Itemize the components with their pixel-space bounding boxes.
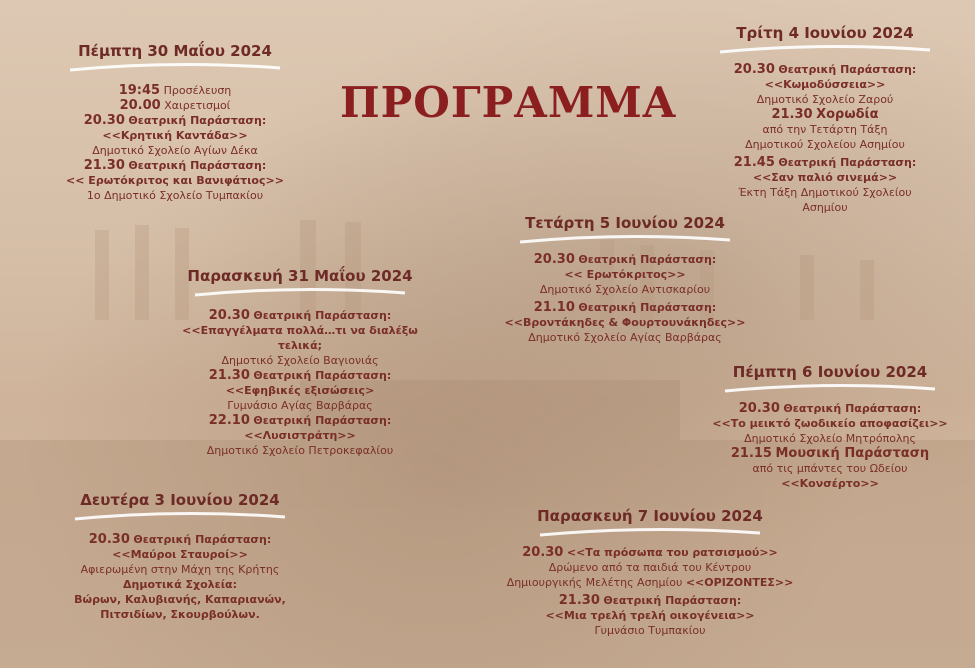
schedule-row: 20.30 Θεατρική Παράσταση: [533,252,717,267]
day-heading: Πέμπτη 6 Ιουνίου 2024 [732,363,928,381]
schedule-row: 20.30 Θεατρική Παράσταση: [88,532,272,547]
performer: από τις μπάντες του Ωδείου [752,462,908,475]
performer: Δημοτικό Σχολείο Αντισκαρίου [539,283,711,296]
schedule-row: 20.00 Χαιρετισμοί [119,98,231,113]
performer: Δημοτικό Σχολείο Ζαρού [756,93,894,106]
schedule-row: 21.30 Χορωδία [771,107,879,122]
performer: Δημοτικό Σχολείο Αγίας Βαρβάρας [528,331,722,344]
play-title: <<Κρητική Καντάδα>> [102,129,248,142]
swoosh-divider [535,527,765,539]
play-title: <<Το μεικτό ζωοδικείο αποφασίζει>> [712,417,948,430]
performer: 1ο Δημοτικό Σχολείο Τυμπακίου [86,189,264,202]
schedule-row: 20.30 Θεατρική Παράσταση: [83,113,267,128]
day-heading: Τετάρτη 5 Ιουνίου 2024 [525,214,725,232]
schools-list: Πιτσιδίων, Σκουρβούλων. [100,608,260,621]
day-heading: Παρασκευή 7 Ιουνίου 2024 [537,507,763,525]
swoosh-divider [65,62,285,74]
performer: Δημοτικό Σχολείο Μητρόπολης [744,432,916,445]
play-title: <<Κωμοδύσσεια>> [764,78,886,91]
performer: Ασημίου [802,201,848,214]
day-block-friday-31-may [175,267,425,458]
day-block-wednesday-5-june [500,214,750,345]
performer: Αφιερωμένη στην Μάχη της Κρήτης [80,563,280,576]
performer: Έκτη Τάξη Δημοτικού Σχολείου [738,186,912,199]
play-title: <<Μια τρελή τρελή οικογένεια>> [545,609,755,622]
play-title: <<Μαύροι Σταυροί>> [112,548,248,561]
performer: Γυμνάσιο Αγίας Βαρβάρας [227,399,373,412]
day-heading: Τρίτη 4 Ιουνίου 2024 [736,24,914,42]
schedule-row: 21.15 Μουσική Παράσταση [730,446,930,461]
day-heading: Πέμπτη 30 Μαΐου 2024 [78,42,272,60]
schedule-row: 20.30 Θεατρική Παράσταση: [208,308,392,323]
swoosh-divider [515,234,735,246]
performer: Δημοτικού Σχολείου Ασημίου [745,138,905,151]
schedule-row: 20.30 <<Τα πρόσωπα του ρατσισμού>> [522,545,778,560]
day-block-tuesday-4-june [700,24,950,215]
day-block-friday-7-june [495,507,805,638]
schedule-row: 20.30 Θεατρική Παράσταση: [738,401,922,416]
day-heading: Παρασκευή 31 Μαΐου 2024 [187,267,413,285]
swoosh-divider [190,287,410,299]
play-title: <<Βροντάκηδες & Φουρτουνάκηδες>> [504,316,746,329]
performer: Γυμνάσιο Τυμπακίου [594,624,706,637]
page-title: ΠΡΟΓΡΑΜΜΑ [340,78,677,127]
play-title: <<Εφηβικές εξισώσεις> [225,384,375,397]
play-title: << Ερωτόκριτος>> [564,268,686,281]
day-block-thursday-6-june [700,363,960,491]
day-block-monday-3-june [50,491,310,622]
play-title: << Ερωτόκριτος και Βανιφάτιος>> [66,174,284,187]
schools-label: Δημοτικά Σχολεία: [123,578,237,591]
play-title: <<Σαν παλιό σινεμά>> [752,171,898,184]
performer: από την Τετάρτη Τάξη [762,123,888,136]
schedule-row: 21.30 Θεατρική Παράσταση: [208,368,392,383]
schedule-row: 22.10 Θεατρική Παράσταση: [208,413,392,428]
schedule-row: 21.45 Θεατρική Παράσταση: [733,155,917,170]
performer: Δημοτικό Σχολείο Πετροκεφαλίου [206,444,394,457]
performer: Δημοτικό Σχολείο Αγίων Δέκα [92,144,258,157]
play-title: <<Επαγγέλματα πολλά…τι να διαλέξω τελικά; [182,324,418,352]
performer: Δημοτικό Σχολείο Βαγιονιάς [221,354,379,367]
schedule-row: 20.30 Θεατρική Παράσταση: [733,62,917,77]
schedule-row: 21.10 Θεατρική Παράσταση: [533,300,717,315]
swoosh-divider [720,383,940,395]
day-heading: Δευτέρα 3 Ιουνίου 2024 [80,491,280,509]
play-title: <<Λυσιστράτη>> [244,429,356,442]
swoosh-divider [70,511,290,523]
performer: Δρώμενο από τα παιδιά του Κέντρου [548,561,752,574]
schools-list: Βώρων, Καλυβιανής, Καπαριανών, [74,593,286,606]
day-block-thursday-30-may [50,42,300,203]
performer: Δημιουργικής Μελέτης Ασημίου <<ΟΡΙΖΟΝΤΕΣ>> [506,576,794,589]
play-title: <<Κονσέρτο>> [781,477,879,490]
schedule-row: 19:45 Προσέλευση [118,83,232,98]
swoosh-divider [715,44,935,56]
schedule-row: 21.30 Θεατρική Παράσταση: [558,593,742,608]
schedule-row: 21.30 Θεατρική Παράσταση: [83,158,267,173]
